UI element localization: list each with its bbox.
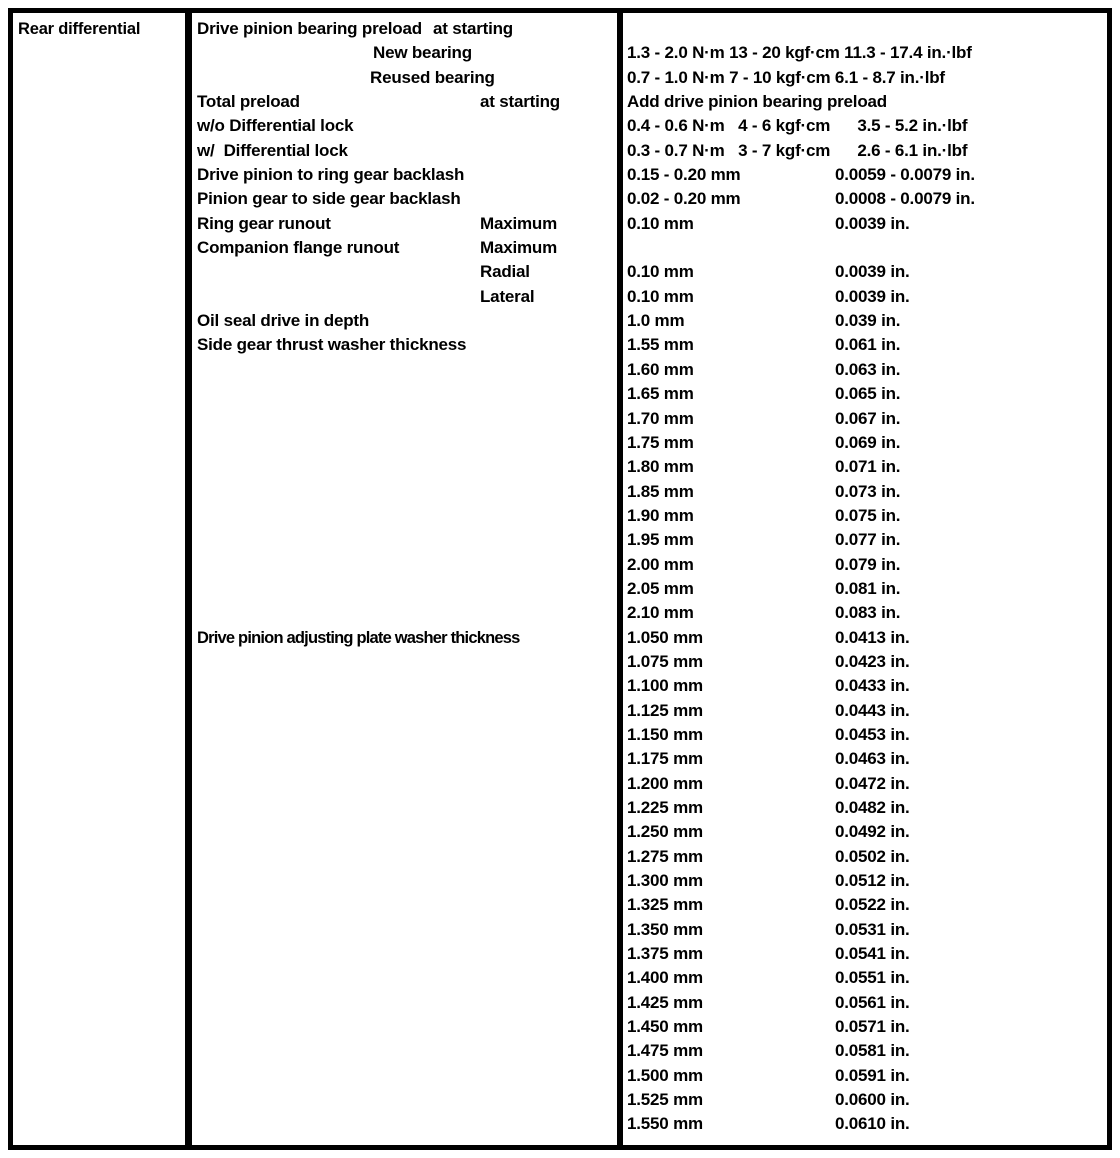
spec-label: Drive pinion bearing preload [197, 19, 422, 38]
spec-value-cell [623, 1090, 1107, 1110]
table-row [192, 1066, 1107, 1090]
value-metric: 1.0 mm [627, 311, 685, 331]
table-row [192, 116, 1107, 140]
table-row [192, 652, 1107, 676]
value-imperial: 0.0463 in. [835, 749, 910, 769]
spec-label: w/o Differential lock [197, 116, 354, 136]
spec-label-cell [192, 238, 623, 262]
value-metric: 1.325 mm [627, 895, 703, 915]
table-row [192, 676, 1107, 700]
spec-value-cell [623, 530, 1107, 550]
spec-label: Reused bearing [370, 67, 495, 87]
spec-label-cell [192, 457, 623, 481]
table-row [192, 506, 1107, 530]
spec-sublabel: Radial [480, 262, 530, 282]
value-metric: 1.150 mm [627, 724, 703, 744]
table-row [192, 457, 1107, 481]
value-imperial: 0.0039 in. [835, 213, 910, 233]
spec-label-cell [192, 725, 623, 749]
table-row [192, 1017, 1107, 1041]
value-imperial: 0.0482 in. [835, 798, 910, 817]
table-row [192, 384, 1107, 408]
spec-table [8, 8, 1112, 1150]
table-row [192, 287, 1107, 311]
spec-label-cell [192, 774, 623, 798]
value-metric: 1.525 mm [627, 1090, 703, 1110]
spec-label-cell [192, 1090, 623, 1114]
value-imperial: 0.063 in. [835, 359, 901, 379]
spec-label-cell [192, 116, 623, 140]
value-metric: 1.500 mm [627, 1065, 703, 1085]
value-metric: 1.125 mm [627, 700, 703, 720]
value-metric: 2.00 mm [627, 554, 694, 574]
value-metric: 0.10 mm [627, 286, 694, 306]
value-metric: 0.10 mm [627, 213, 694, 233]
spec-value-cell [623, 749, 1107, 769]
spec-value-cell [623, 1041, 1107, 1061]
value-imperial: 0.071 in. [835, 457, 901, 477]
value-imperial: 0.065 in. [835, 384, 901, 404]
table-row [192, 603, 1107, 627]
value-metric: 2.10 mm [627, 603, 694, 623]
value-metric: 0.02 - 0.20 mm [627, 189, 741, 209]
table-row [192, 968, 1107, 992]
spec-value-cell [623, 457, 1107, 477]
value-metric: 1.350 mm [627, 919, 703, 939]
spec-value-cell [623, 603, 1107, 623]
spec-label-cell [192, 68, 623, 92]
table-row [192, 847, 1107, 871]
spec-label-cell [192, 701, 623, 725]
value-imperial: 0.0008 - 0.0079 in. [835, 189, 975, 209]
spec-value: 0.7 - 1.0 N·m 7 - 10 kgf·cm 6.1 - 8.7 in.·lbf [627, 67, 945, 87]
spec-value-cell [623, 895, 1107, 915]
value-metric: 1.65 mm [627, 384, 694, 404]
spec-sublabel: Maximum [480, 213, 558, 233]
spec-label-cell [192, 652, 623, 676]
column-divider-1 [185, 13, 192, 1145]
value-imperial: 0.0541 in. [835, 944, 910, 964]
value-imperial: 0.0502 in. [835, 846, 910, 866]
spec-label-cell [192, 311, 623, 335]
spec-label: Drive pinion to ring gear backlash [197, 165, 465, 185]
value-metric: 1.225 mm [627, 798, 703, 817]
spec-value-cell [623, 360, 1107, 380]
spec-value-cell [623, 847, 1107, 867]
value-metric: 1.55 mm [627, 335, 694, 355]
table-row [192, 725, 1107, 749]
spec-value-cell [623, 409, 1107, 429]
value-metric: 1.60 mm [627, 359, 694, 379]
table-row [192, 409, 1107, 433]
spec-sublabel: Lateral [480, 286, 535, 306]
spec-value-cell [623, 871, 1107, 891]
value-imperial: 0.039 in. [835, 311, 901, 331]
table-row [192, 822, 1107, 846]
spec-value-cell [623, 262, 1107, 282]
value-metric: 1.250 mm [627, 822, 703, 842]
spec-value-cell [623, 116, 1107, 136]
spec-label-cell [192, 603, 623, 627]
value-metric: 0.15 - 0.20 mm [627, 165, 741, 185]
value-imperial: 0.0512 in. [835, 871, 910, 891]
value-metric: 1.100 mm [627, 676, 703, 696]
value-imperial: 0.073 in. [835, 481, 901, 501]
value-metric: 1.80 mm [627, 457, 694, 477]
spec-value-cell [623, 433, 1107, 453]
table-row [192, 798, 1107, 822]
value-metric: 1.275 mm [627, 846, 703, 866]
spec-label-cell [192, 19, 623, 43]
value-imperial: 0.061 in. [835, 335, 901, 355]
value-imperial: 0.0472 in. [835, 773, 910, 793]
spec-value: Add drive pinion bearing preload [627, 92, 887, 112]
spec-value-cell [623, 579, 1107, 599]
value-imperial: 0.081 in. [835, 578, 901, 598]
spec-value-cell [623, 1066, 1107, 1086]
spec-value-cell [623, 43, 1107, 63]
spec-value-cell [623, 506, 1107, 526]
spec-label: w/ Differential lock [197, 140, 348, 160]
table-row [192, 920, 1107, 944]
spec-sublabel: at starting [433, 19, 513, 38]
spec-label-cell [192, 506, 623, 530]
spec-label-cell [192, 335, 623, 359]
value-imperial: 0.0443 in. [835, 700, 910, 720]
spec-value-cell [623, 1017, 1107, 1037]
value-metric: 1.175 mm [627, 749, 703, 769]
value-imperial: 0.0492 in. [835, 822, 910, 842]
value-imperial: 0.0551 in. [835, 968, 910, 988]
value-metric: 0.10 mm [627, 262, 694, 282]
table-row [192, 68, 1107, 92]
table-row [192, 311, 1107, 335]
table-row [192, 92, 1107, 116]
table-row [192, 1114, 1107, 1138]
value-metric: 1.300 mm [627, 871, 703, 891]
spec-label-cell [192, 141, 623, 165]
value-imperial: 0.0561 in. [835, 992, 910, 1012]
spec-label-cell [192, 895, 623, 919]
spec-value-cell [623, 774, 1107, 794]
value-imperial: 0.0591 in. [835, 1065, 910, 1085]
value-imperial: 0.0433 in. [835, 676, 910, 696]
spec-value-cell [623, 189, 1107, 209]
spec-value-cell [623, 822, 1107, 842]
value-imperial: 0.083 in. [835, 603, 901, 623]
spec-value-cell [623, 968, 1107, 988]
spec-label-cell [192, 1041, 623, 1065]
spec-label-cell [192, 384, 623, 408]
table-row [192, 335, 1107, 359]
value-metric: 1.75 mm [627, 432, 694, 452]
table-row [192, 579, 1107, 603]
value-imperial: 0.0571 in. [835, 1017, 910, 1037]
value-imperial: 0.0522 in. [835, 895, 910, 915]
table-row [192, 482, 1107, 506]
spec-label-cell [192, 871, 623, 895]
spec-value-cell [623, 798, 1107, 818]
spec-value-cell [623, 628, 1107, 648]
section-label-rear-differential: Rear differential [18, 20, 141, 38]
spec-label-cell [192, 749, 623, 773]
value-imperial: 0.0059 - 0.0079 in. [835, 165, 975, 185]
spec-value-cell [623, 335, 1107, 355]
table-row [192, 871, 1107, 895]
spec-label-cell [192, 433, 623, 457]
spec-value-cell [623, 555, 1107, 575]
table-row [192, 360, 1107, 384]
value-imperial: 0.0039 in. [835, 286, 910, 306]
spec-label-cell [192, 482, 623, 506]
value-imperial: 0.0600 in. [835, 1090, 910, 1110]
spec-value-cell [623, 993, 1107, 1013]
spec-value-cell [623, 1114, 1107, 1134]
value-imperial: 0.077 in. [835, 530, 901, 550]
table-row [192, 701, 1107, 725]
spec-label-cell [192, 409, 623, 433]
spec-value-cell [623, 384, 1107, 404]
spec-value-cell [623, 944, 1107, 964]
table-row [192, 1090, 1107, 1114]
spec-value-cell [623, 141, 1107, 161]
value-metric: 1.075 mm [627, 651, 703, 671]
spec-value: 1.3 - 2.0 N·m 13 - 20 kgf·cm 11.3 - 17.4 in.·lbf [627, 43, 972, 63]
spec-label: Drive pinion adjusting plate washer thickness [197, 628, 520, 647]
spec-label-cell [192, 262, 623, 286]
value-metric: 1.200 mm [627, 773, 703, 793]
spec-label-cell [192, 1066, 623, 1090]
spec-value-cell [623, 652, 1107, 672]
spec-label-cell [192, 798, 623, 822]
table-row [192, 238, 1107, 262]
spec-label: Ring gear runout [197, 213, 331, 233]
spec-value: 0.3 - 0.7 N·m 3 - 7 kgf·cm 2.6 - 6.1 in.·lbf [627, 140, 968, 160]
spec-sublabel: Maximum [480, 238, 558, 258]
value-imperial: 0.0413 in. [835, 627, 910, 647]
table-row [192, 19, 1107, 43]
spec-value-cell [623, 311, 1107, 331]
value-imperial: 0.0531 in. [835, 919, 910, 939]
value-imperial: 0.067 in. [835, 408, 901, 428]
spec-value: 0.4 - 0.6 N·m 4 - 6 kgf·cm 3.5 - 5.2 in.·lbf [627, 116, 968, 136]
spec-label-cell [192, 676, 623, 700]
value-imperial: 0.0453 in. [835, 724, 910, 744]
spec-label-cell [192, 165, 623, 189]
spec-label-cell [192, 1017, 623, 1041]
spec-value-cell [623, 482, 1107, 502]
spec-value-cell [623, 287, 1107, 307]
value-metric: 1.050 mm [627, 627, 703, 647]
spec-label-cell [192, 287, 623, 311]
spec-label-cell [192, 579, 623, 603]
table-row [192, 749, 1107, 773]
value-metric: 1.375 mm [627, 944, 703, 964]
table-row [192, 1041, 1107, 1065]
spec-label-cell [192, 1114, 623, 1138]
table-row [192, 555, 1107, 579]
value-metric: 1.400 mm [627, 968, 703, 988]
spec-label-cell [192, 628, 623, 652]
value-metric: 1.425 mm [627, 992, 703, 1012]
value-imperial: 0.0581 in. [835, 1041, 910, 1061]
value-metric: 1.70 mm [627, 408, 694, 428]
spec-label: Side gear thrust washer thickness [197, 335, 467, 355]
table-row [192, 214, 1107, 238]
spec-sublabel: at starting [480, 92, 560, 112]
table-row [192, 189, 1107, 213]
spec-label-cell [192, 530, 623, 554]
value-imperial: 0.0039 in. [835, 262, 910, 282]
value-metric: 1.95 mm [627, 530, 694, 550]
value-metric: 1.90 mm [627, 505, 694, 525]
spec-value-cell [623, 725, 1107, 745]
spec-label-cell [192, 92, 623, 116]
value-imperial: 0.069 in. [835, 432, 901, 452]
spec-value-cell [623, 214, 1107, 234]
value-metric: 2.05 mm [627, 578, 694, 598]
spec-label: Companion flange runout [197, 238, 400, 258]
spec-label-cell [192, 214, 623, 238]
column-divider-2 [617, 13, 623, 1145]
spec-value-cell [623, 920, 1107, 940]
table-row [192, 433, 1107, 457]
spec-label-cell [192, 920, 623, 944]
table-row [192, 993, 1107, 1017]
table-row [192, 165, 1107, 189]
table-row [192, 628, 1107, 652]
value-metric: 1.85 mm [627, 481, 694, 501]
spec-value-cell [623, 701, 1107, 721]
table-row [192, 43, 1107, 67]
spec-label-cell [192, 944, 623, 968]
spec-label-cell [192, 968, 623, 992]
value-imperial: 0.079 in. [835, 554, 901, 574]
spec-label-cell [192, 43, 623, 67]
value-metric: 1.550 mm [627, 1114, 703, 1134]
table-row [192, 530, 1107, 554]
spec-value-cell [623, 165, 1107, 185]
table-row [192, 774, 1107, 798]
table-row [192, 262, 1107, 286]
spec-label: Pinion gear to side gear backlash [197, 189, 461, 209]
spec-label-cell [192, 189, 623, 213]
spec-label-cell [192, 847, 623, 871]
value-metric: 1.450 mm [627, 1017, 703, 1037]
table-row [192, 895, 1107, 919]
table-row [192, 141, 1107, 165]
spec-label: Total preload [197, 92, 300, 112]
value-metric: 1.475 mm [627, 1041, 703, 1061]
spec-label: Oil seal drive in depth [197, 311, 370, 331]
value-imperial: 0.075 in. [835, 505, 901, 525]
spec-label-cell [192, 993, 623, 1017]
spec-value-cell [623, 92, 1107, 112]
spec-label-cell [192, 555, 623, 579]
spec-label-cell [192, 360, 623, 384]
table-row [192, 944, 1107, 968]
spec-value-cell [623, 676, 1107, 696]
value-imperial: 0.0423 in. [835, 651, 910, 671]
spec-label: New bearing [373, 43, 472, 63]
spec-label-cell [192, 822, 623, 846]
spec-value-cell [623, 68, 1107, 88]
value-imperial: 0.0610 in. [835, 1114, 910, 1134]
spec-rows [192, 19, 1107, 1139]
